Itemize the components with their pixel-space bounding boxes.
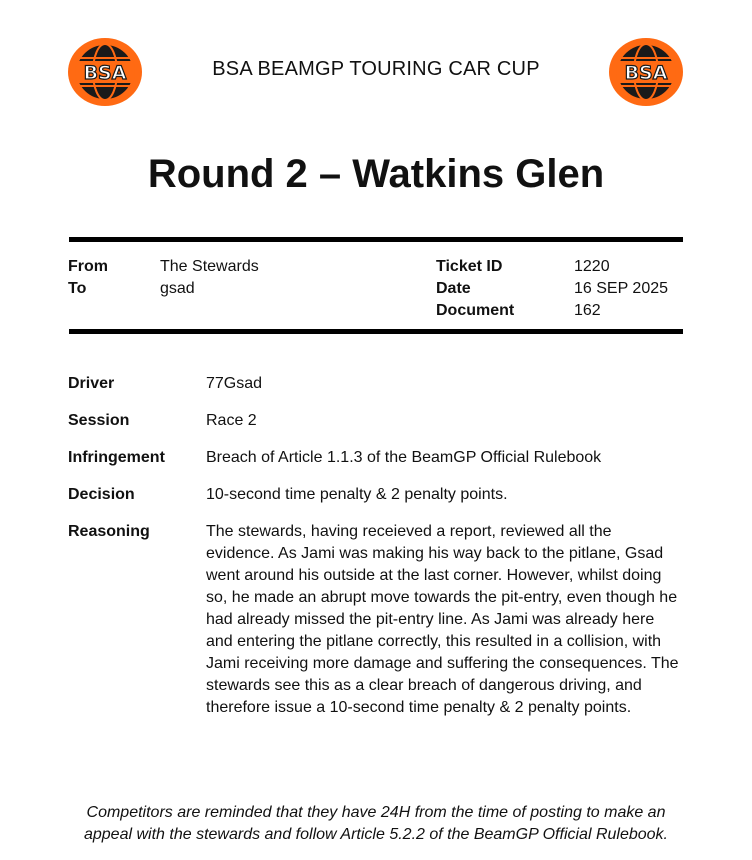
date-label: Date bbox=[436, 280, 471, 297]
bsa-logo-right bbox=[608, 36, 684, 108]
to-value: gsad bbox=[160, 280, 195, 297]
infringement-value: Breach of Article 1.1.3 of the BeamGP Official Rulebook bbox=[206, 449, 602, 466]
round-title: Round 2 – Watkins Glen bbox=[147, 152, 605, 196]
infringement-row bbox=[68, 447, 684, 469]
from-value: The Stewards bbox=[160, 258, 259, 275]
decision-row bbox=[68, 484, 684, 506]
ticket-id-value: 1220 bbox=[574, 258, 610, 275]
reasoning-value: The stewards, having receieved a report, reviewed all the evidence. As Jami was making his way back to the pitlane, Gsad went around his outside at the last corner. However, whilst doing so, he made an abrupt move towards the pit-entry, even though he had already missed the pit-entry line. As Jami was already here and entering the pitlane correctly, this resulted in a collision, with Jami receiving more damage and suffering the consequences. The stewards see this as a clear breach of dangerous driving, and therefore issue a 10-second time penalty & 2 penalty points. bbox=[206, 523, 679, 716]
svg-text:BSA: BSA bbox=[83, 62, 127, 84]
series-title: BSA BEAMGP TOURING CAR CUP bbox=[212, 58, 540, 80]
driver-value: 77Gsad bbox=[206, 375, 263, 392]
session-label: Session bbox=[68, 412, 130, 429]
decision-details bbox=[68, 373, 684, 734]
date-value: 16 SEP 2025 bbox=[574, 280, 669, 297]
svg-text:BSA: BSA bbox=[624, 62, 668, 84]
to-label: To bbox=[68, 280, 87, 297]
session-row bbox=[68, 410, 684, 432]
ticket-id-label: Ticket ID bbox=[436, 258, 503, 275]
bottom-divider bbox=[69, 329, 683, 334]
reasoning-row bbox=[68, 521, 684, 719]
decision-label: Decision bbox=[68, 486, 135, 503]
session-value: Race 2 bbox=[206, 412, 257, 429]
document-label: Document bbox=[436, 302, 515, 319]
top-divider bbox=[69, 237, 683, 242]
document-value: 162 bbox=[574, 302, 601, 319]
reasoning-label: Reasoning bbox=[68, 523, 150, 540]
from-label: From bbox=[68, 258, 108, 275]
globe-logo-icon bbox=[608, 36, 684, 108]
infringement-label: Infringement bbox=[68, 449, 165, 466]
driver-row bbox=[68, 373, 684, 395]
decision-value: 10-second time penalty & 2 penalty points. bbox=[206, 486, 508, 503]
appeal-notice: Competitors are reminded that they have 24H from the time of posting to make an appeal with the stewards and follow Article 5.2.2 of the BeamGP Official Rulebook. bbox=[83, 804, 668, 843]
driver-label: Driver bbox=[68, 375, 115, 392]
